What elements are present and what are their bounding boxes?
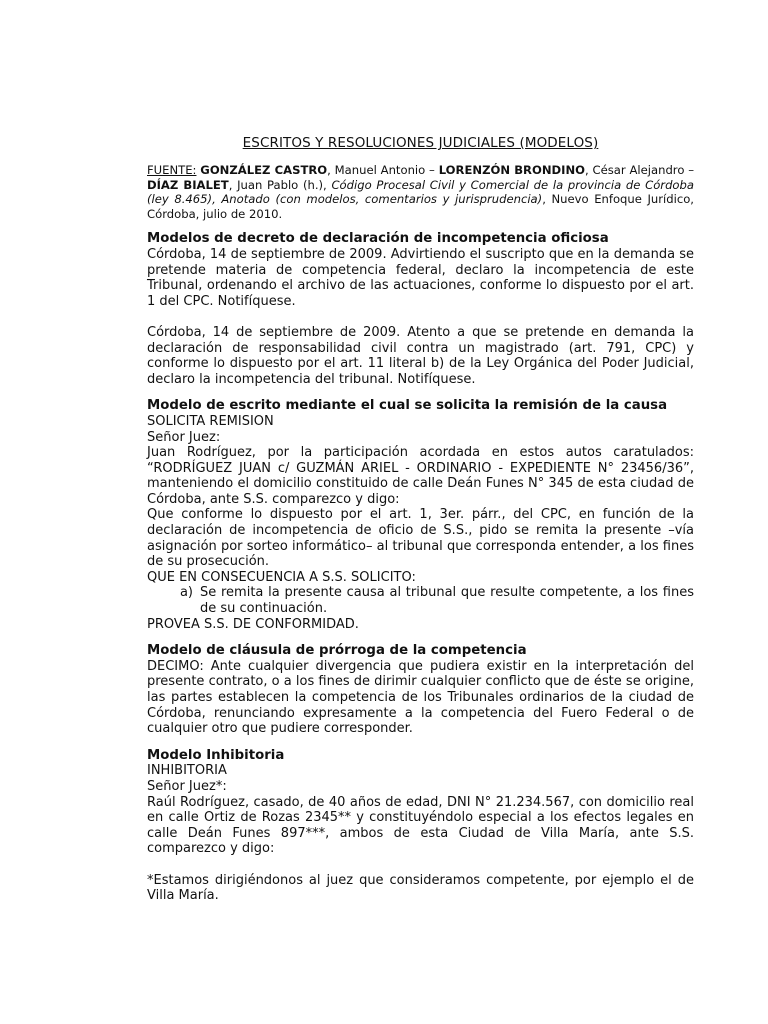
author-gonzalez: GONZÁLEZ CASTRO bbox=[200, 163, 328, 177]
inhibitoria-salutation: Señor Juez*: bbox=[147, 778, 227, 794]
remision-request-line: QUE EN CONSECUENCIA A S.S. SOLICITO: bbox=[147, 569, 416, 585]
author-lorenzon: LORENZÓN BRONDINO bbox=[438, 163, 586, 177]
section-prorroga-heading: Modelo de cláusula de prórroga de la competencia bbox=[147, 643, 527, 659]
prorroga-paragraph: DECIMO: Ante cualquier divergencia que pudiera existir en la interpretación del presente contrato, o a los fines de dirimir cualquier conflicto que de éste se origine, las partes establecen la competencia de los Tribunales ordinarios de la ciudad de Córdoba, renunciando expresamente a la competencia del Fuero Federal o de cualquier otro que pudiere corresponder. bbox=[147, 658, 694, 737]
remision-closing-line: PROVEA S.S. DE CONFORMIDAD. bbox=[147, 616, 359, 632]
source-label: FUENTE: bbox=[147, 163, 197, 177]
author-lorenzon-name: , César Alejandro – bbox=[585, 163, 695, 177]
author-diaz-name: , Juan Pablo (h.), bbox=[228, 177, 327, 192]
decree-paragraph-1: Córdoba, 14 de septiembre de 2009. Advirtiendo el suscripto que en la demanda se pretende materia de competencia federal, declaro la incompetencia de este Tribunal, ordenando el archivo de las actuaciones, conforme lo dispuesto por el art. 1 del CPC. Notifíquese. bbox=[147, 246, 694, 309]
list-marker: a) bbox=[179, 585, 193, 601]
remision-salutation: Señor Juez: bbox=[147, 429, 221, 445]
section-incompetencia-heading: Modelos de decreto de declaración de incompetencia oficiosa bbox=[147, 231, 609, 247]
publication-info: , Nuevo Enfoque Jurídico, Córdoba, julio de 2010. bbox=[147, 192, 694, 221]
author-gonzalez-name: , Manuel Antonio – bbox=[327, 163, 435, 177]
inhibitoria-title-line: INHIBITORIA bbox=[147, 763, 227, 779]
source-citation bbox=[147, 163, 694, 221]
remision-paragraph-2: Que conforme lo dispuesto por el art. 1, 3er. párr., del CPC, en función de la declaración de incompetencia de oficio de S.S., pido se remita la presente –vía asignación por sorteo informático– al tribunal que corresponda entender, a los fines de su prosecución. bbox=[147, 507, 694, 570]
remision-title-line: SOLICITA REMISION bbox=[147, 413, 274, 429]
inhibitoria-paragraph-1: Raúl Rodríguez, casado, de 40 años de edad, DNI N° 21.234.567, con domicilio real en calle Ortiz de Rozas 2345** y constituyéndolo especial a los efectos legales en calle Deán Funes 897***, ambos de esta Ciudad de Villa María, ante S.S. comparezco y digo: bbox=[147, 794, 694, 857]
inhibitoria-footnote: *Estamos dirigiéndonos al juez que consideramos competente, por ejemplo el de Villa María. bbox=[147, 872, 694, 904]
decree-paragraph-2: Córdoba, 14 de septiembre de 2009. Atento a que se pretende en demanda la declaración de responsabilidad civil contra un magistrado (art. 791, CPC) y conforme lo dispuesto por el art. 11 literal b) de la Ley Orgánica del Poder Judicial, declaro la incompetencia del tribunal. Notifíquese. bbox=[147, 324, 694, 387]
book-title: Código Procesal Civil y Comercial de la provincia de Córdoba (ley 8.465), Anotado (con modelos, comentarios y jurisprudencia) bbox=[147, 177, 694, 207]
document-body bbox=[147, 134, 694, 904]
section-remision-heading: Modelo de escrito mediante el cual se solicita la remisión de la causa bbox=[147, 398, 668, 414]
author-diaz: DÍAZ BIALET bbox=[147, 177, 229, 192]
list-item-text: Se remita la presente causa al tribunal que resulte competente, a los fines de su continuación. bbox=[200, 585, 694, 617]
list-item bbox=[147, 585, 694, 616]
section-inhibitoria-heading: Modelo Inhibitoria bbox=[147, 747, 285, 763]
document-title: ESCRITOS Y RESOLUCIONES JUDICIALES (MODELOS) bbox=[242, 135, 599, 151]
remision-paragraph-1: Juan Rodríguez, por la participación acordada en estos autos caratulados: “RODRÍGUEZ JUAN c/ GUZMÁN ARIEL - ORDINARIO - EXPEDIENTE N° 23456/36”, manteniendo el domicilio constituido de calle Deán Funes N° 345 de esta ciudad de Córdoba, ante S.S. comparezco y digo: bbox=[147, 445, 694, 507]
